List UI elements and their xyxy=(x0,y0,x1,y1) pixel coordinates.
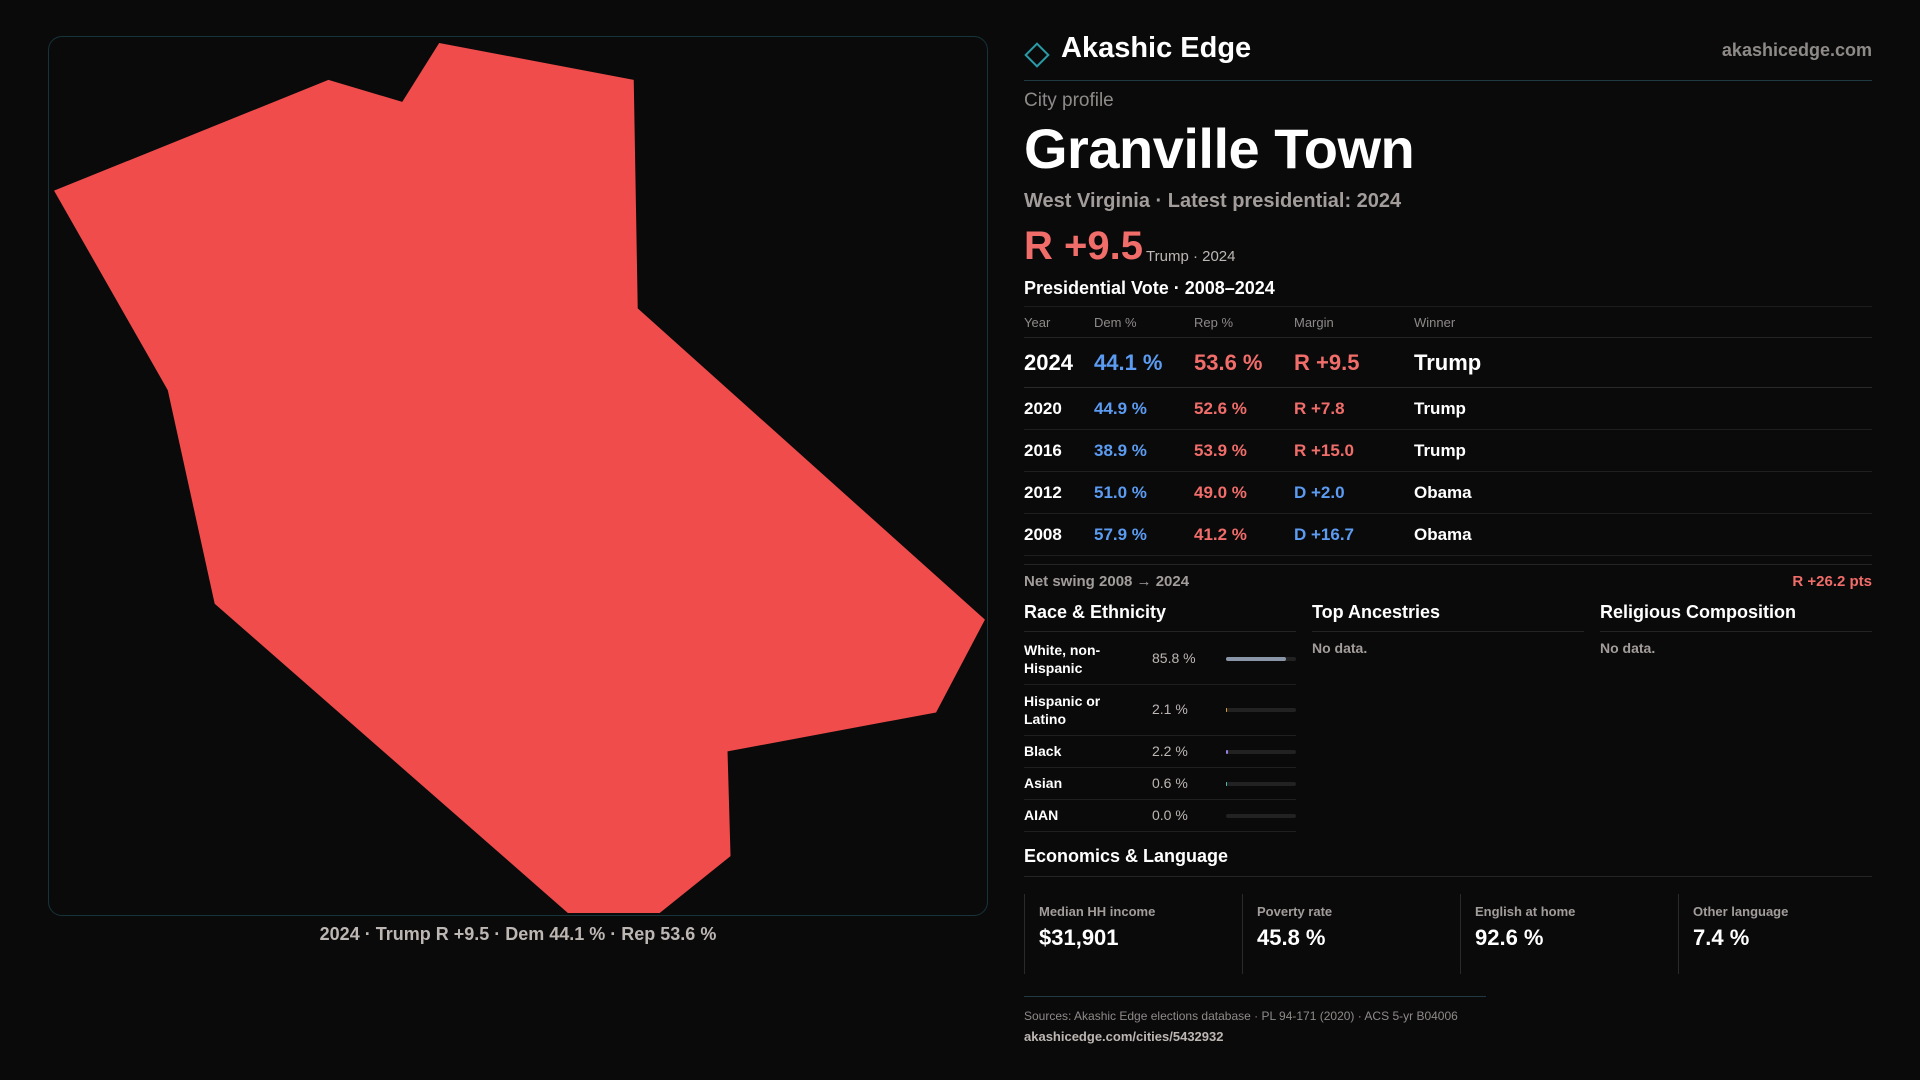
city-boundary-shape[interactable] xyxy=(54,43,985,913)
swing-value: R +26.2 pts xyxy=(1792,573,1872,590)
race-pct: 2.1 % xyxy=(1152,701,1188,717)
profile-subtitle: West Virginia · Latest presidential: 2024 xyxy=(1024,190,1402,212)
list-item xyxy=(1024,768,1296,800)
net-swing xyxy=(1024,564,1872,591)
race-bar-track xyxy=(1226,708,1296,712)
stat-label: English at home xyxy=(1475,904,1576,919)
stat-card xyxy=(1242,894,1460,974)
row-dem: 44.9 % xyxy=(1094,399,1147,418)
race-bar-track xyxy=(1226,782,1296,786)
row-year: 2012 xyxy=(1024,483,1062,502)
row-dem: 44.1 % xyxy=(1094,350,1163,375)
race-label: White, non-Hispanic xyxy=(1024,642,1101,676)
col-dem: Dem % xyxy=(1094,315,1137,330)
race-pct: 85.8 % xyxy=(1152,650,1196,666)
vote-table-header xyxy=(1024,306,1872,338)
site-header xyxy=(1024,28,1872,81)
footer xyxy=(1024,996,1486,1044)
diamond-icon xyxy=(1024,42,1049,67)
brand-name[interactable]: Akashic Edge xyxy=(1061,32,1252,64)
stat-card xyxy=(1024,894,1242,974)
stat-value: 7.4 % xyxy=(1693,925,1750,950)
ancestries-section xyxy=(1312,602,1584,656)
row-winner: Trump xyxy=(1414,441,1466,460)
row-margin: R +15.0 xyxy=(1294,441,1355,460)
row-year: 2016 xyxy=(1024,441,1062,460)
row-rep: 41.2 % xyxy=(1194,525,1247,544)
race-bar xyxy=(1226,657,1286,661)
profile-eyebrow: City profile xyxy=(1024,90,1114,111)
row-margin: D +2.0 xyxy=(1294,483,1345,502)
row-dem: 38.9 % xyxy=(1094,441,1147,460)
stat-label: Poverty rate xyxy=(1257,904,1333,919)
footer-url[interactable]: akashicedge.com/cities/5432932 xyxy=(1024,1029,1224,1044)
row-year: 2008 xyxy=(1024,525,1062,544)
race-bar-track xyxy=(1226,657,1296,661)
site-link[interactable]: akashicedge.com xyxy=(1721,40,1872,60)
profile-panel xyxy=(1024,28,1872,1058)
col-margin: Margin xyxy=(1294,315,1334,330)
col-year: Year xyxy=(1024,315,1051,330)
stat-card xyxy=(1678,894,1896,974)
footer-sources: Sources: Akashic Edge elections database · PL 94-171 (2020) · ACS 5-yr B04006 xyxy=(1024,1009,1458,1023)
row-year: 2024 xyxy=(1024,350,1073,375)
race-label: Asian xyxy=(1024,775,1063,791)
stat-value: 92.6 % xyxy=(1475,925,1544,950)
list-item xyxy=(1024,736,1296,768)
race-list xyxy=(1024,634,1296,832)
list-item xyxy=(1024,800,1296,832)
list-item xyxy=(1024,634,1296,685)
row-margin: R +7.8 xyxy=(1294,399,1345,418)
table-row[interactable] xyxy=(1024,388,1872,430)
race-label: Hispanic or Latino xyxy=(1024,693,1101,727)
list-item xyxy=(1024,685,1296,736)
stat-label: Other language xyxy=(1693,904,1789,919)
row-rep: 53.6 % xyxy=(1194,350,1263,375)
row-rep: 52.6 % xyxy=(1194,399,1247,418)
economics-divider xyxy=(1024,876,1872,877)
vote-section-title: Presidential Vote · 2008–2024 xyxy=(1024,278,1275,298)
vote-table xyxy=(1024,306,1872,556)
religion-section xyxy=(1600,602,1872,656)
stat-label: Median HH income xyxy=(1039,904,1156,919)
race-pct: 2.2 % xyxy=(1152,743,1188,759)
row-rep: 53.9 % xyxy=(1194,441,1247,460)
city-boundary-svg xyxy=(49,37,987,915)
table-row[interactable] xyxy=(1024,430,1872,472)
row-rep: 49.0 % xyxy=(1194,483,1247,502)
col-rep: Rep % xyxy=(1194,315,1234,330)
race-label: AIAN xyxy=(1024,807,1059,823)
race-pct: 0.6 % xyxy=(1152,775,1188,791)
ancestries-title: Top Ancestries xyxy=(1312,602,1584,632)
race-section xyxy=(1024,602,1296,832)
race-bar-track xyxy=(1226,750,1296,754)
col-winner: Winner xyxy=(1414,315,1456,330)
page-title: Granville Town xyxy=(1024,117,1415,180)
race-title: Race & Ethnicity xyxy=(1024,602,1296,632)
row-winner: Trump xyxy=(1414,399,1466,418)
latest-margin-note: Trump · 2024 xyxy=(1146,248,1236,265)
city-map[interactable] xyxy=(48,36,988,916)
religion-title: Religious Composition xyxy=(1600,602,1872,632)
religion-empty: No data. xyxy=(1600,640,1656,656)
table-row[interactable] xyxy=(1024,472,1872,514)
row-winner: Obama xyxy=(1414,483,1472,502)
race-bar xyxy=(1226,750,1228,754)
swing-label: Net swing 2008 → 2024 xyxy=(1024,573,1190,590)
row-dem: 51.0 % xyxy=(1094,483,1147,502)
row-dem: 57.9 % xyxy=(1094,525,1147,544)
row-year: 2020 xyxy=(1024,399,1062,418)
economics-stats xyxy=(1024,894,1872,974)
race-bar xyxy=(1226,782,1227,786)
row-winner: Obama xyxy=(1414,525,1472,544)
table-row[interactable] xyxy=(1024,338,1872,388)
race-pct: 0.0 % xyxy=(1152,807,1188,823)
stat-value: $31,901 xyxy=(1039,925,1119,950)
ancestries-empty: No data. xyxy=(1312,640,1368,656)
latest-margin: R +9.5 xyxy=(1024,224,1143,268)
economics-title: Economics & Language xyxy=(1024,846,1229,866)
row-margin: R +9.5 xyxy=(1294,350,1360,375)
race-bar-track xyxy=(1226,814,1296,818)
race-label: Black xyxy=(1024,743,1062,759)
table-row[interactable] xyxy=(1024,514,1872,556)
row-margin: D +16.7 xyxy=(1294,525,1355,544)
stat-card xyxy=(1460,894,1678,974)
row-winner: Trump xyxy=(1414,350,1482,375)
stat-value: 45.8 % xyxy=(1257,925,1326,950)
race-bar xyxy=(1226,708,1227,712)
map-caption: 2024 · Trump R +9.5 · Dem 44.1 % · Rep 53.6 % xyxy=(319,924,717,944)
